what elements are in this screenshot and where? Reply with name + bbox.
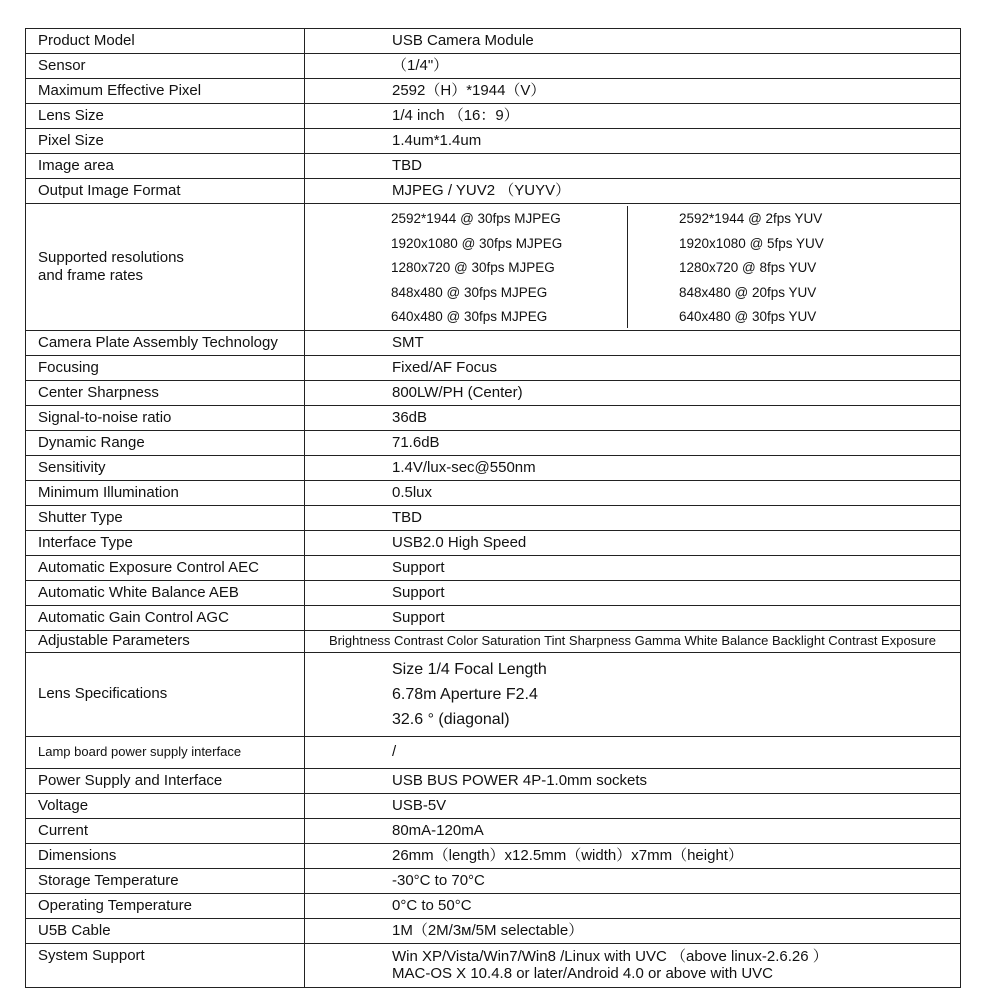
yuv-item: 1920x1080 @ 5fps YUV [679, 235, 824, 251]
spec-label: Sensor [26, 54, 305, 79]
system-support-line: Win XP/Vista/Win7/Win8 /Linux with UVC （above linux-2.6.26 ） [392, 948, 828, 965]
spec-row-max-pixel [26, 79, 961, 104]
spec-label: Storage Temperature [26, 868, 305, 893]
resolutions-label-line: and frame rates [38, 266, 144, 284]
spec-row-awb [26, 580, 961, 605]
spec-row-aec [26, 555, 961, 580]
spec-label: Voltage [26, 793, 305, 818]
spec-label: Shutter Type [26, 505, 305, 530]
mjpeg-item: 1920x1080 @ 30fps MJPEG [391, 235, 563, 251]
spec-value: -30°C to 70°C [305, 868, 961, 893]
spec-label: Power Supply and Interface [26, 768, 305, 793]
spec-row-image-area [26, 154, 961, 179]
spec-label: Operating Temperature [26, 893, 305, 918]
spec-row-lens-specs [26, 652, 961, 736]
spec-value: 1/4 inch （16：9） [305, 104, 961, 129]
spec-value: USB BUS POWER 4P-1.0mm sockets [305, 768, 961, 793]
spec-label: Sensitivity [26, 455, 305, 480]
spec-value: Fixed/AF Focus [305, 355, 961, 380]
spec-label: Pixel Size [26, 129, 305, 154]
spec-row-power-supply [26, 768, 961, 793]
spec-row-resolutions [26, 204, 961, 331]
spec-row-storage-temp [26, 868, 961, 893]
spec-value: 1.4um*1.4um [305, 129, 961, 154]
spec-row-usb-cable [26, 918, 961, 943]
mjpeg-item: 640x480 @ 30fps MJPEG [391, 309, 548, 324]
spec-label: Lens Specifications [26, 652, 305, 736]
spec-value: MJPEG / YUV2 （YUYV） [305, 179, 961, 204]
spec-value: 0°C to 50°C [305, 893, 961, 918]
mjpeg-item: 848x480 @ 30fps MJPEG [391, 284, 548, 300]
spec-row-lens-size [26, 104, 961, 129]
spec-row-dynamic-range [26, 430, 961, 455]
spec-label: Center Sharpness [26, 380, 305, 405]
spec-value: 71.6dB [305, 430, 961, 455]
spec-row-focusing [26, 355, 961, 380]
spec-label: Maximum Effective Pixel [26, 79, 305, 104]
spec-label: Output Image Format [26, 179, 305, 204]
spec-value: 800LW/PH (Center) [305, 380, 961, 405]
spec-value: 26mm（length）x12.5mm（width）x7mm（height） [305, 843, 961, 868]
spec-label: Adjustable Parameters [26, 630, 305, 652]
spec-row-output-format [26, 179, 961, 204]
spec-value: Support [305, 555, 961, 580]
spec-row-interface [26, 530, 961, 555]
spec-label [26, 204, 305, 331]
lens-spec-line: 32.6 ° (diagonal) [392, 710, 510, 728]
system-support-value [305, 943, 961, 987]
spec-label: Automatic Gain Control AGC [26, 605, 305, 630]
spec-label: Dynamic Range [26, 430, 305, 455]
lens-spec-line: 6.78m Aperture F2.4 [392, 685, 538, 703]
spec-value: 1.4V/lux-sec@550nm [305, 455, 961, 480]
mjpeg-item: 1280x720 @ 30fps MJPEG [391, 260, 555, 275]
lens-spec-line: Size 1/4 Focal Length [392, 660, 547, 678]
spec-label: Signal-to-noise ratio [26, 405, 305, 430]
spec-label: Lens Size [26, 104, 305, 129]
spec-value: USB-5V [305, 793, 961, 818]
spec-row-agc [26, 605, 961, 630]
system-support-line: MAC-OS X 10.4.8 or later/Android 4.0 or above with UVC [392, 965, 774, 982]
spec-label: Automatic White Balance AEB [26, 580, 305, 605]
spec-row-current [26, 818, 961, 843]
spec-value: Support [305, 580, 961, 605]
yuv-item: 2592*1944 @ 2fps YUV [679, 211, 823, 226]
spec-value: （1/4"） [305, 54, 961, 79]
spec-row-dimensions [26, 843, 961, 868]
spec-label: Product Model [26, 29, 305, 54]
spec-row-adjustable [26, 630, 961, 652]
spec-label: Automatic Exposure Control AEC [26, 555, 305, 580]
spec-label: Image area [26, 154, 305, 179]
yuv-item: 640x480 @ 30fps YUV [679, 309, 817, 324]
spec-value: SMT [305, 330, 961, 355]
resolutions-label-line: Supported resolutions [38, 248, 184, 266]
resolutions-grid [305, 204, 960, 330]
spec-value: TBD [305, 154, 961, 179]
spec-value: / [305, 736, 961, 768]
yuv-list [628, 204, 824, 330]
spec-label: Lamp board power supply interface [26, 736, 305, 768]
spec-row-product-model [26, 29, 961, 54]
spec-value: 36dB [305, 405, 961, 430]
resolutions-value [305, 204, 961, 331]
yuv-item: 848x480 @ 20fps YUV [679, 284, 817, 300]
spec-row-snr [26, 405, 961, 430]
mjpeg-list [391, 204, 627, 330]
spec-row-lamp-board [26, 736, 961, 768]
spec-value: Brightness Contrast Color Saturation Tint Sharpness Gamma White Balance Backlight Contrast Exposure [305, 630, 961, 652]
spec-value: TBD [305, 505, 961, 530]
spec-row-min-illumination [26, 480, 961, 505]
spec-value: 2592（H）*1944（V） [305, 79, 961, 104]
spec-table [25, 28, 961, 988]
spec-value: USB2.0 High Speed [305, 530, 961, 555]
spec-value: 0.5lux [305, 480, 961, 505]
spec-label: Focusing [26, 355, 305, 380]
lens-spec-value [305, 652, 961, 736]
spec-row-sharpness [26, 380, 961, 405]
spec-row-voltage [26, 793, 961, 818]
spec-row-system-support [26, 943, 961, 987]
mjpeg-item: 2592*1944 @ 30fps MJPEG [391, 211, 561, 226]
spec-row-assembly [26, 330, 961, 355]
spec-row-pixel-size [26, 129, 961, 154]
spec-value: 80mA-120mA [305, 818, 961, 843]
spec-label: Interface Type [26, 530, 305, 555]
spec-label: U5B Cable [26, 918, 305, 943]
spec-row-operating-temp [26, 893, 961, 918]
spec-row-shutter [26, 505, 961, 530]
yuv-item: 1280x720 @ 8fps YUV [679, 260, 817, 275]
spec-label: Camera Plate Assembly Technology [26, 330, 305, 355]
spec-value: USB Camera Module [305, 29, 961, 54]
spec-label: Dimensions [26, 843, 305, 868]
spec-label: Current [26, 818, 305, 843]
spec-value: Support [305, 605, 961, 630]
spec-label: System Support [26, 943, 305, 987]
spec-label: Minimum Illumination [26, 480, 305, 505]
spec-row-sensitivity [26, 455, 961, 480]
spec-row-sensor [26, 54, 961, 79]
spec-value: 1M（2M/3м/5M selectable） [305, 918, 961, 943]
